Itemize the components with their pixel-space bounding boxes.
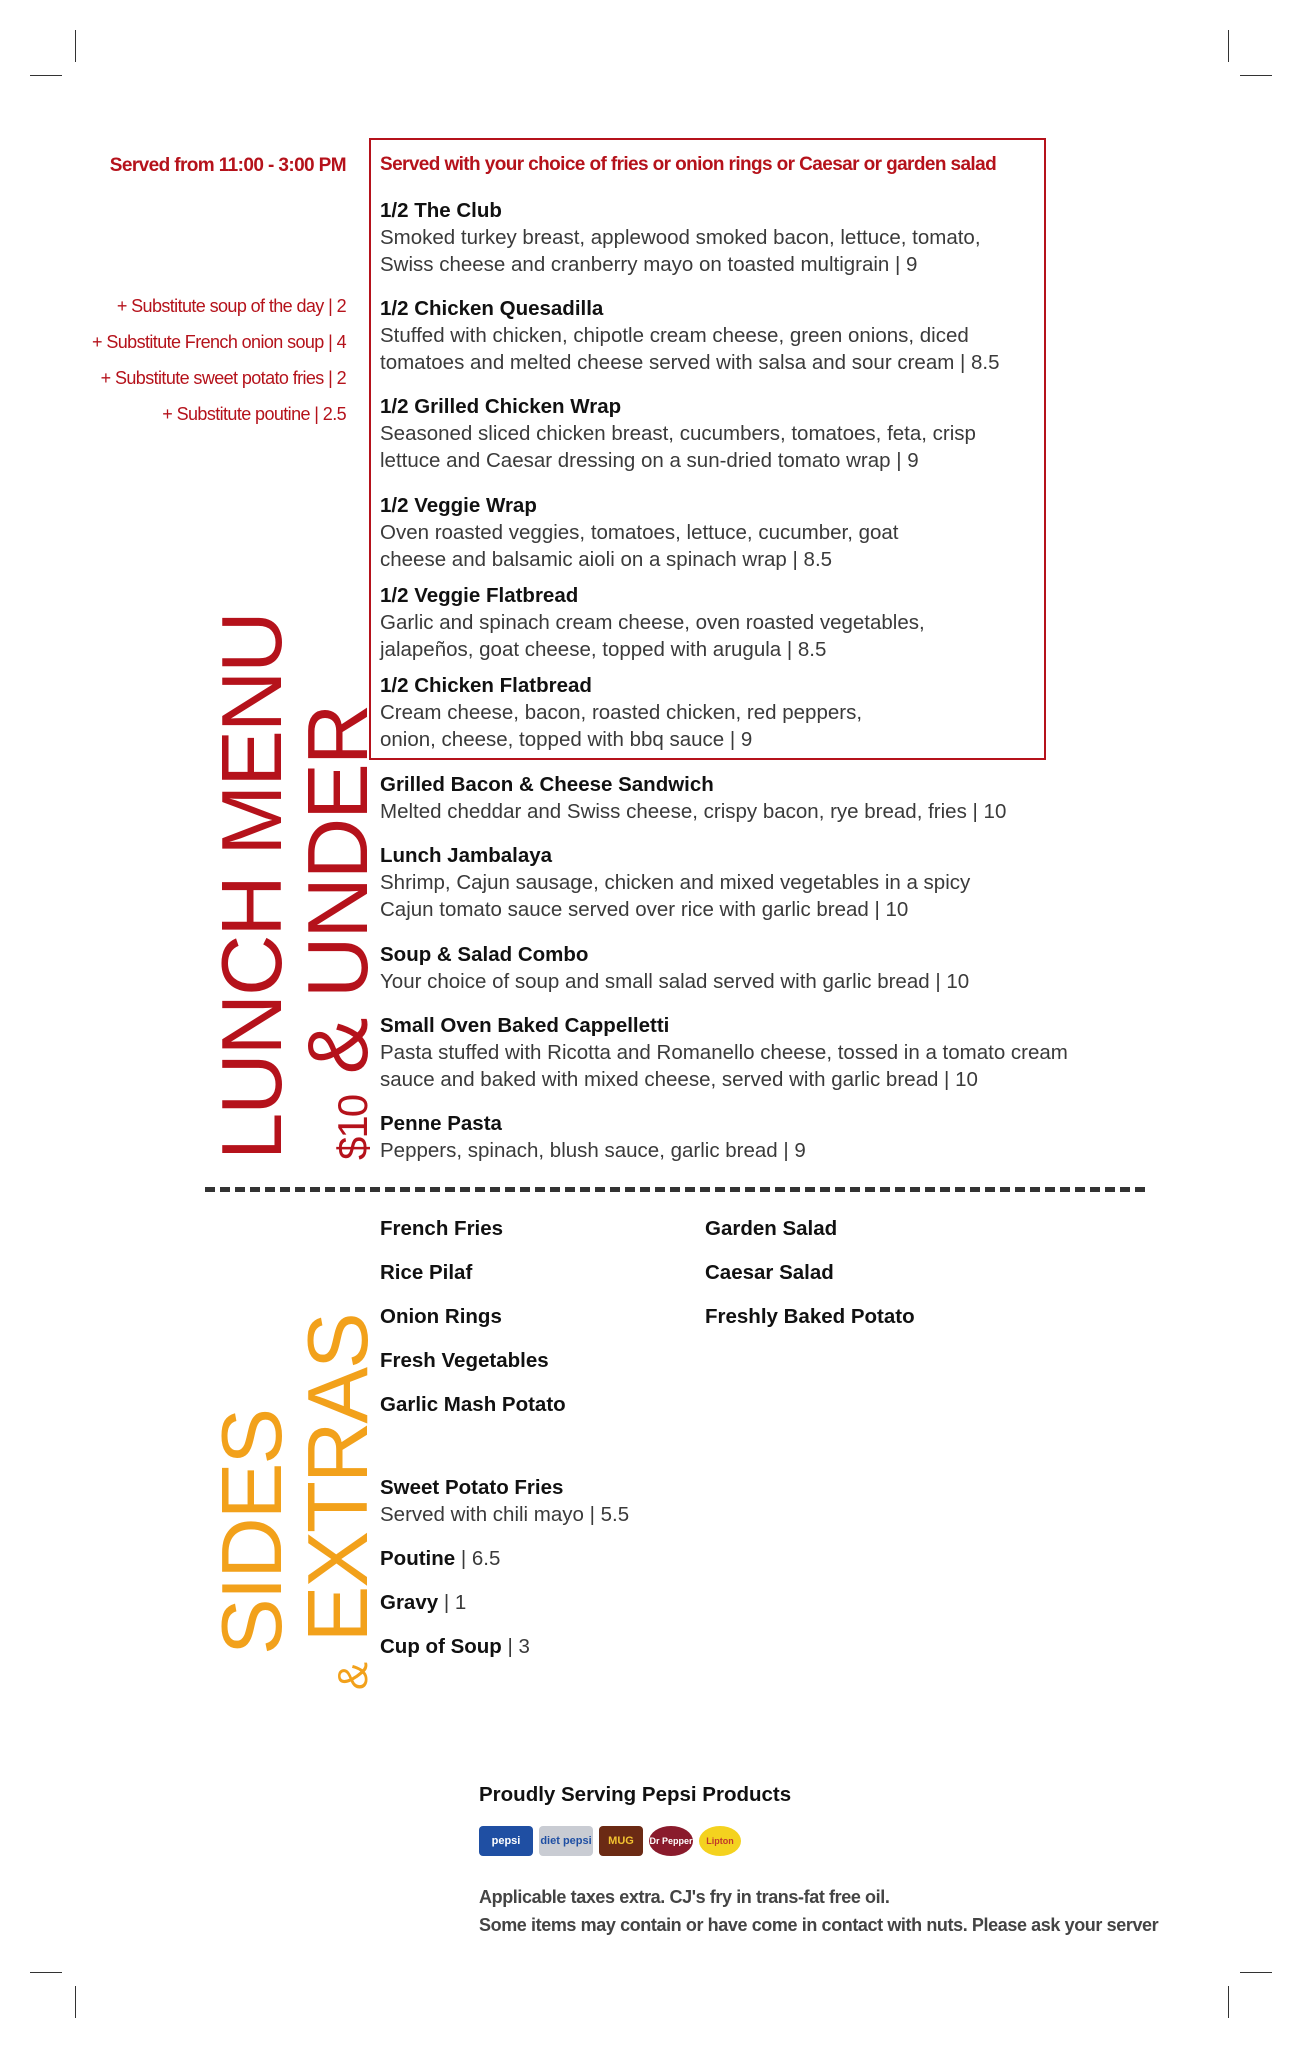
crop-mark — [75, 1986, 76, 2018]
menu-item-desc: Cream cheese, bacon, roasted chicken, red peppers, — [380, 701, 863, 724]
sides-subtitle — [291, 1314, 386, 1690]
side-item: Onion Rings — [380, 1305, 502, 1328]
extra-item-name: Gravy — [380, 1591, 439, 1614]
substitution-item: + Substitute sweet potato fries | 2 — [100, 368, 346, 388]
menu-item-desc: Pasta stuffed with Ricotta and Romanello cheese, tossed in a tomato cream — [380, 1041, 1068, 1064]
menu-item-desc: lettuce and Caesar dressing on a sun-dried tomato wrap | 9 — [380, 449, 919, 472]
diet-pepsi-logo: diet pepsi — [539, 1826, 593, 1856]
sides-title: SIDES — [205, 1409, 300, 1655]
extra-item-desc: Served with chili mayo | 5.5 — [380, 1503, 630, 1526]
lunch-menu-title: LUNCH MENU — [205, 613, 300, 1160]
extra-item-name: Poutine — [380, 1547, 456, 1570]
side-item: Caesar Salad — [705, 1261, 834, 1284]
lunch-menu-subtitle — [291, 705, 386, 1160]
substitution-item: + Substitute French onion soup | 4 — [92, 332, 346, 352]
menu-item-desc: Peppers, spinach, blush sauce, garlic bread | 9 — [380, 1139, 806, 1162]
menu-item — [380, 1110, 806, 1164]
sides-amp: & — [329, 1663, 376, 1690]
extra-item-name: Sweet Potato Fries — [380, 1476, 564, 1499]
lunch-under: & UNDER — [291, 705, 386, 1075]
served-time: Served from 11:00 - 3:00 PM — [109, 155, 346, 176]
menu-item-name: 1/2 Veggie Wrap — [380, 494, 537, 517]
substitution-item: + Substitute poutine | 2.5 — [162, 404, 346, 424]
footer-line: Applicable taxes extra. CJ's fry in trans-fat free oil. — [479, 1887, 890, 1907]
side-item: Freshly Baked Potato — [705, 1305, 915, 1328]
served-with-heading: Served with your choice of fries or onion rings or Caesar or garden salad — [380, 154, 997, 175]
menu-item-desc: onion, cheese, topped with bbq sauce | 9 — [380, 728, 753, 751]
side-item: Rice Pilaf — [380, 1261, 473, 1284]
menu-item — [380, 1012, 1068, 1093]
menu-item-name: 1/2 Chicken Flatbread — [380, 674, 592, 697]
menu-item-name: 1/2 The Club — [380, 199, 502, 222]
menu-item-name: 1/2 Grilled Chicken Wrap — [380, 395, 622, 418]
menu-item-desc: Melted cheddar and Swiss cheese, crispy bacon, rye bread, fries | 10 — [380, 800, 1007, 823]
extra-item-price: | 6.5 — [455, 1547, 501, 1570]
menu-item-name: Penne Pasta — [380, 1112, 502, 1135]
crop-mark — [1228, 1986, 1229, 2018]
lunch-price: $10 — [329, 1095, 376, 1160]
menu-item — [380, 771, 1006, 825]
beverage-logos — [479, 1825, 741, 1857]
side-item: Garden Salad — [705, 1217, 838, 1240]
crop-mark — [30, 75, 62, 76]
menu-item-name: Small Oven Baked Cappelletti — [380, 1014, 670, 1037]
menu-item-desc: Your choice of soup and small salad served with garlic bread | 10 — [380, 970, 970, 993]
menu-item — [380, 941, 969, 995]
dr-pepper-logo: Dr Pepper — [649, 1826, 693, 1856]
side-item: Fresh Vegetables — [380, 1349, 549, 1372]
menu-item — [380, 197, 981, 278]
menu-item — [380, 393, 976, 474]
menu-item-desc: Garlic and spinach cream cheese, oven roasted vegetables, — [380, 611, 925, 634]
lipton-logo: Lipton — [699, 1826, 741, 1856]
menu-item-name: Soup & Salad Combo — [380, 943, 589, 966]
extra-item — [380, 1589, 466, 1616]
menu-item-desc: Stuffed with chicken, chipotle cream cheese, green onions, diced — [380, 324, 969, 347]
menu-item-desc: tomatoes and melted cheese served with salsa and sour cream | 8.5 — [380, 351, 1000, 374]
pepsi-logo: pepsi — [479, 1826, 533, 1856]
crop-mark — [1228, 30, 1229, 62]
mug-logo: MUG — [599, 1826, 643, 1856]
pepsi-heading: Proudly Serving Pepsi Products — [479, 1783, 792, 1806]
extra-item — [380, 1633, 530, 1660]
menu-item-name: Lunch Jambalaya — [380, 844, 553, 867]
extra-item-name: Cup of Soup — [380, 1635, 502, 1658]
footer-notes — [479, 1883, 1158, 1939]
dashed-divider — [205, 1187, 1145, 1192]
menu-item — [380, 492, 899, 573]
menu-item-desc: jalapeños, goat cheese, topped with arugula | 8.5 — [380, 638, 827, 661]
menu-item-desc: sauce and baked with mixed cheese, served with garlic bread | 10 — [380, 1068, 978, 1091]
footer-line: Some items may contain or have come in contact with nuts. Please ask your server — [479, 1915, 1159, 1935]
menu-item — [380, 842, 970, 923]
extra-item — [380, 1474, 629, 1528]
crop-mark — [1240, 1972, 1272, 1973]
menu-item-desc: Cajun tomato sauce served over rice with garlic bread | 10 — [380, 898, 909, 921]
menu-item-desc: Seasoned sliced chicken breast, cucumbers, tomatoes, feta, crisp — [380, 422, 976, 445]
menu-item-name: 1/2 Veggie Flatbread — [380, 584, 579, 607]
menu-item-desc: Smoked turkey breast, applewood smoked bacon, lettuce, tomato, — [380, 226, 981, 249]
extra-item — [380, 1545, 500, 1572]
menu-item-desc: Shrimp, Cajun sausage, chicken and mixed vegetables in a spicy — [380, 871, 971, 894]
substitution-item: + Substitute soup of the day | 2 — [116, 296, 346, 316]
menu-item-name: Grilled Bacon & Cheese Sandwich — [380, 773, 714, 796]
menu-item-name: 1/2 Chicken Quesadilla — [380, 297, 604, 320]
menu-item-desc: Oven roasted veggies, tomatoes, lettuce, cucumber, goat — [380, 521, 899, 544]
menu-item — [380, 295, 1000, 376]
menu-item-desc: Swiss cheese and cranberry mayo on toasted multigrain | 9 — [380, 253, 918, 276]
crop-mark — [30, 1972, 62, 1973]
extra-item-price: | 1 — [438, 1591, 467, 1614]
menu-item — [380, 582, 925, 663]
crop-mark — [1240, 75, 1272, 76]
menu-item — [380, 672, 862, 753]
extra-item-price: | 3 — [501, 1635, 530, 1658]
side-item: Garlic Mash Potato — [380, 1393, 566, 1416]
crop-mark — [75, 30, 76, 62]
substitution-list — [0, 292, 346, 436]
side-item: French Fries — [380, 1217, 504, 1240]
sides-extras: EXTRAS — [291, 1314, 386, 1643]
menu-item-desc: cheese and balsamic aioli on a spinach wrap | 8.5 — [380, 548, 833, 571]
